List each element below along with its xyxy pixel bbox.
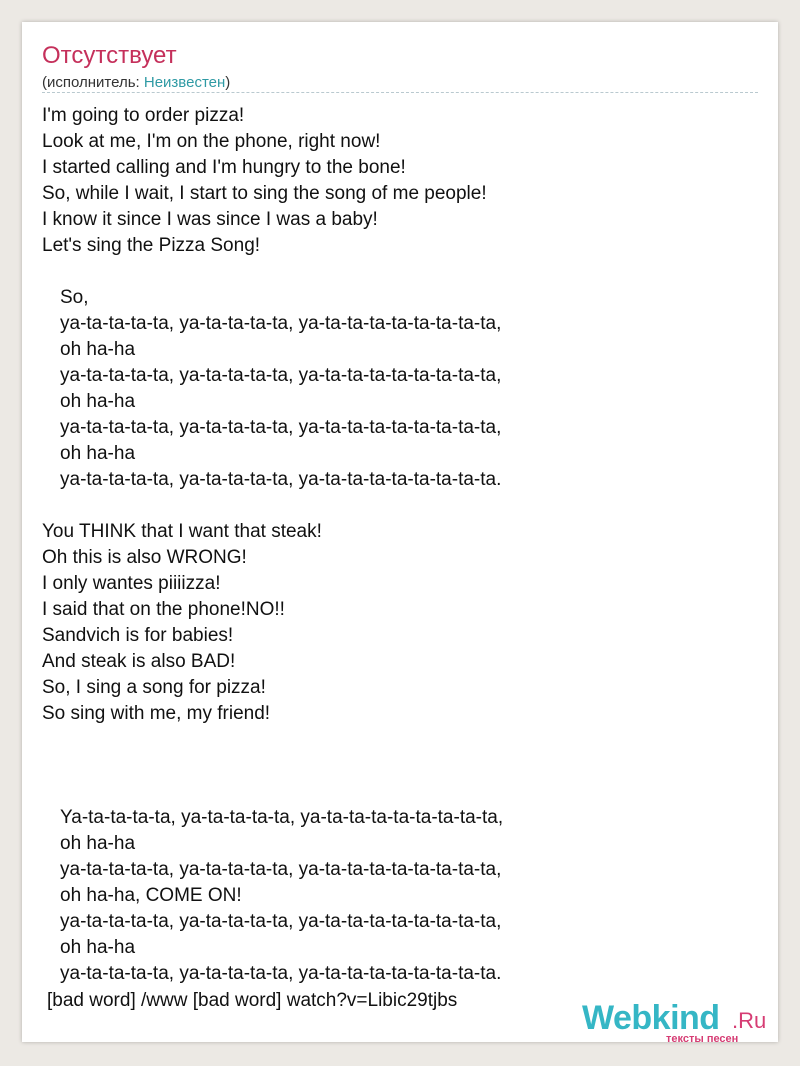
- chorus-line: Ya-ta-ta-ta-ta, ya-ta-ta-ta-ta, ya-ta-ta-ta-ta-ta-ta-ta-ta,: [60, 807, 504, 828]
- lyrics-line: So sing with me, my friend!: [42, 703, 271, 724]
- logo-tagline: тексты песен: [666, 1033, 739, 1045]
- chorus-line: ya-ta-ta-ta-ta, ya-ta-ta-ta-ta, ya-ta-ta-ta-ta-ta-ta-ta-ta,: [60, 911, 502, 932]
- lyrics-line: I'm going to order pizza!: [42, 105, 245, 126]
- chorus-line: ya-ta-ta-ta-ta, ya-ta-ta-ta-ta, ya-ta-ta-ta-ta-ta-ta-ta-ta,: [60, 313, 502, 334]
- artist-link[interactable]: Неизвестен: [143, 74, 226, 91]
- chorus-line: oh ha-ha: [60, 339, 136, 360]
- lyrics-line: I said that on the phone!NO!!: [42, 599, 285, 620]
- chorus-line: ya-ta-ta-ta-ta, ya-ta-ta-ta-ta, ya-ta-ta-ta-ta-ta-ta-ta-ta,: [60, 365, 502, 386]
- lyrics-line: I only wantes piiiizza!: [42, 573, 221, 594]
- chorus-line: oh ha-ha, COME ON!: [60, 885, 242, 906]
- lyrics-blank-line: [42, 753, 758, 779]
- artist-line: [42, 74, 230, 92]
- site-logo[interactable]: [582, 998, 782, 1046]
- chorus-line: ya-ta-ta-ta-ta, ya-ta-ta-ta-ta, ya-ta-ta-ta-ta-ta-ta-ta-ta.: [60, 469, 502, 490]
- footer-note: [bad word] /www [bad word] watch?v=Libic29tjbs: [47, 990, 458, 1011]
- lyrics-blank-line: [42, 259, 758, 285]
- chorus-line: So,: [60, 287, 89, 308]
- lyrics-blank-line: [42, 727, 758, 753]
- lyrics-line: Sandvich is for babies!: [42, 625, 234, 646]
- chorus-line: ya-ta-ta-ta-ta, ya-ta-ta-ta-ta, ya-ta-ta-ta-ta-ta-ta-ta-ta,: [60, 417, 502, 438]
- lyrics-line: You THINK that I want that steak!: [42, 521, 322, 542]
- artist-prefix: (исполнитель:: [42, 74, 144, 91]
- lyrics-line: Look at me, I'm on the phone, right now!: [42, 131, 381, 152]
- logo-wordmark: Webkind: [582, 999, 720, 1037]
- lyrics-blank-line: [42, 779, 758, 805]
- title-divider: [42, 92, 758, 93]
- chorus-line: oh ha-ha: [60, 443, 136, 464]
- lyrics-page: [22, 22, 778, 1045]
- lyrics-line: And steak is also BAD!: [42, 651, 236, 672]
- chorus-line: ya-ta-ta-ta-ta, ya-ta-ta-ta-ta, ya-ta-ta-ta-ta-ta-ta-ta-ta.: [60, 963, 502, 984]
- chorus-line: oh ha-ha: [60, 391, 136, 412]
- lyrics-line: Oh this is also WRONG!: [42, 547, 247, 568]
- lyrics-body: [42, 103, 758, 987]
- chorus-line: oh ha-ha: [60, 937, 136, 958]
- chorus-line: oh ha-ha: [60, 833, 136, 854]
- lyrics-line: I know it since I was since I was a baby!: [42, 209, 378, 230]
- lyrics-line: I started calling and I'm hungry to the bone!: [42, 157, 406, 178]
- song-title: Отсутствует: [42, 42, 177, 69]
- lyrics-line: So, I sing a song for pizza!: [42, 677, 266, 698]
- lyrics-blank-line: [42, 493, 758, 519]
- chorus-line: ya-ta-ta-ta-ta, ya-ta-ta-ta-ta, ya-ta-ta-ta-ta-ta-ta-ta-ta,: [60, 859, 502, 880]
- artist-suffix: ): [225, 74, 231, 91]
- lyrics-line: So, while I wait, I start to sing the song of me people!: [42, 183, 487, 204]
- logo-domain-suffix: .Ru: [732, 1008, 767, 1033]
- lyrics-line: Let's sing the Pizza Song!: [42, 235, 261, 256]
